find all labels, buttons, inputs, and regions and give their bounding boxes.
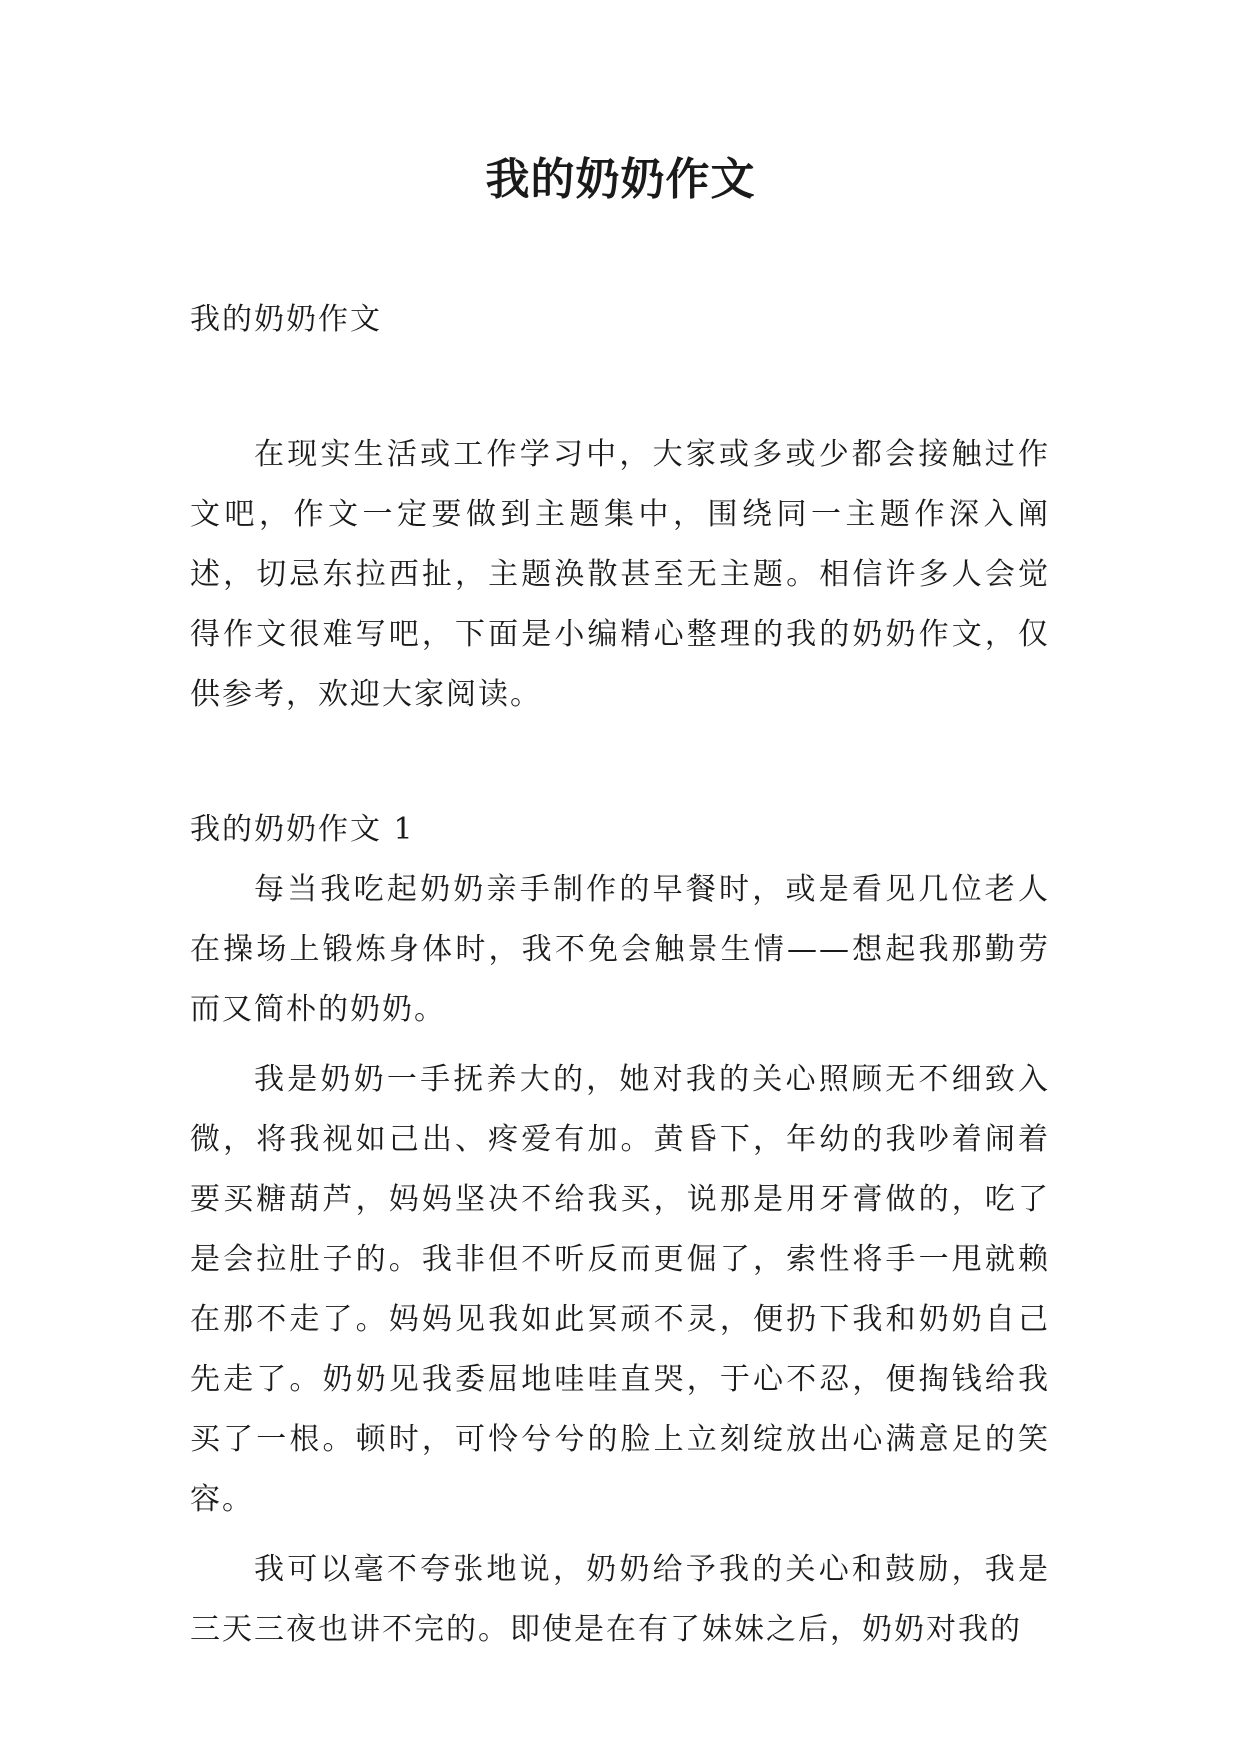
intro-paragraph: 在现实生活或工作学习中，大家或多或少都会接触过作文吧，作文一定要做到主题集中，围绕同一主题作深入阐述，切忌东拉西扯，主题涣散甚至无主题。相信许多人会觉得作文很难写吧，下面是小编精心整理的我的奶奶作文，仅供参考，欢迎大家阅读。 — [190, 437, 1050, 712]
spacer — [190, 350, 1050, 425]
document-body — [190, 290, 1050, 1660]
body-paragraph: 每当我吃起奶奶亲手制作的早餐时，或是看见几位老人在操场上锻炼身体时，我不免会触景生情——想起我那勤劳而又简朴的奶奶。 — [190, 872, 1050, 1027]
body-paragraph: 我是奶奶一手抚养大的，她对我的关心照顾无不细致入微，将我视如己出、疼爱有加。黄昏下，年幼的我吵着闹着要买糖葫芦，妈妈坚决不给我买，说那是用牙膏做的，吃了是会拉肚子的。我非但不听反而更倔了，索性将手一甩就赖在那不走了。妈妈见我如此冥顽不灵，便扔下我和奶奶自己先走了。奶奶见我委屈地哇哇直哭，于心不忍，便掏钱给我买了一根。顿时，可怜兮兮的脸上立刻绽放出心满意足的笑容。 — [190, 1062, 1050, 1517]
spacer — [190, 1530, 1050, 1540]
spacer — [190, 1040, 1050, 1050]
section-heading: 我的奶奶作文 1 — [190, 812, 415, 847]
document-subtitle: 我的奶奶作文 — [190, 302, 382, 337]
document-title: 我的奶奶作文 — [485, 154, 756, 205]
body-paragraph: 我可以毫不夸张地说，奶奶给予我的关心和鼓励，我是三天三夜也讲不完的。即使是在有了妹妹之后，奶奶对我的 — [190, 1552, 1050, 1647]
spacer — [190, 725, 1050, 800]
